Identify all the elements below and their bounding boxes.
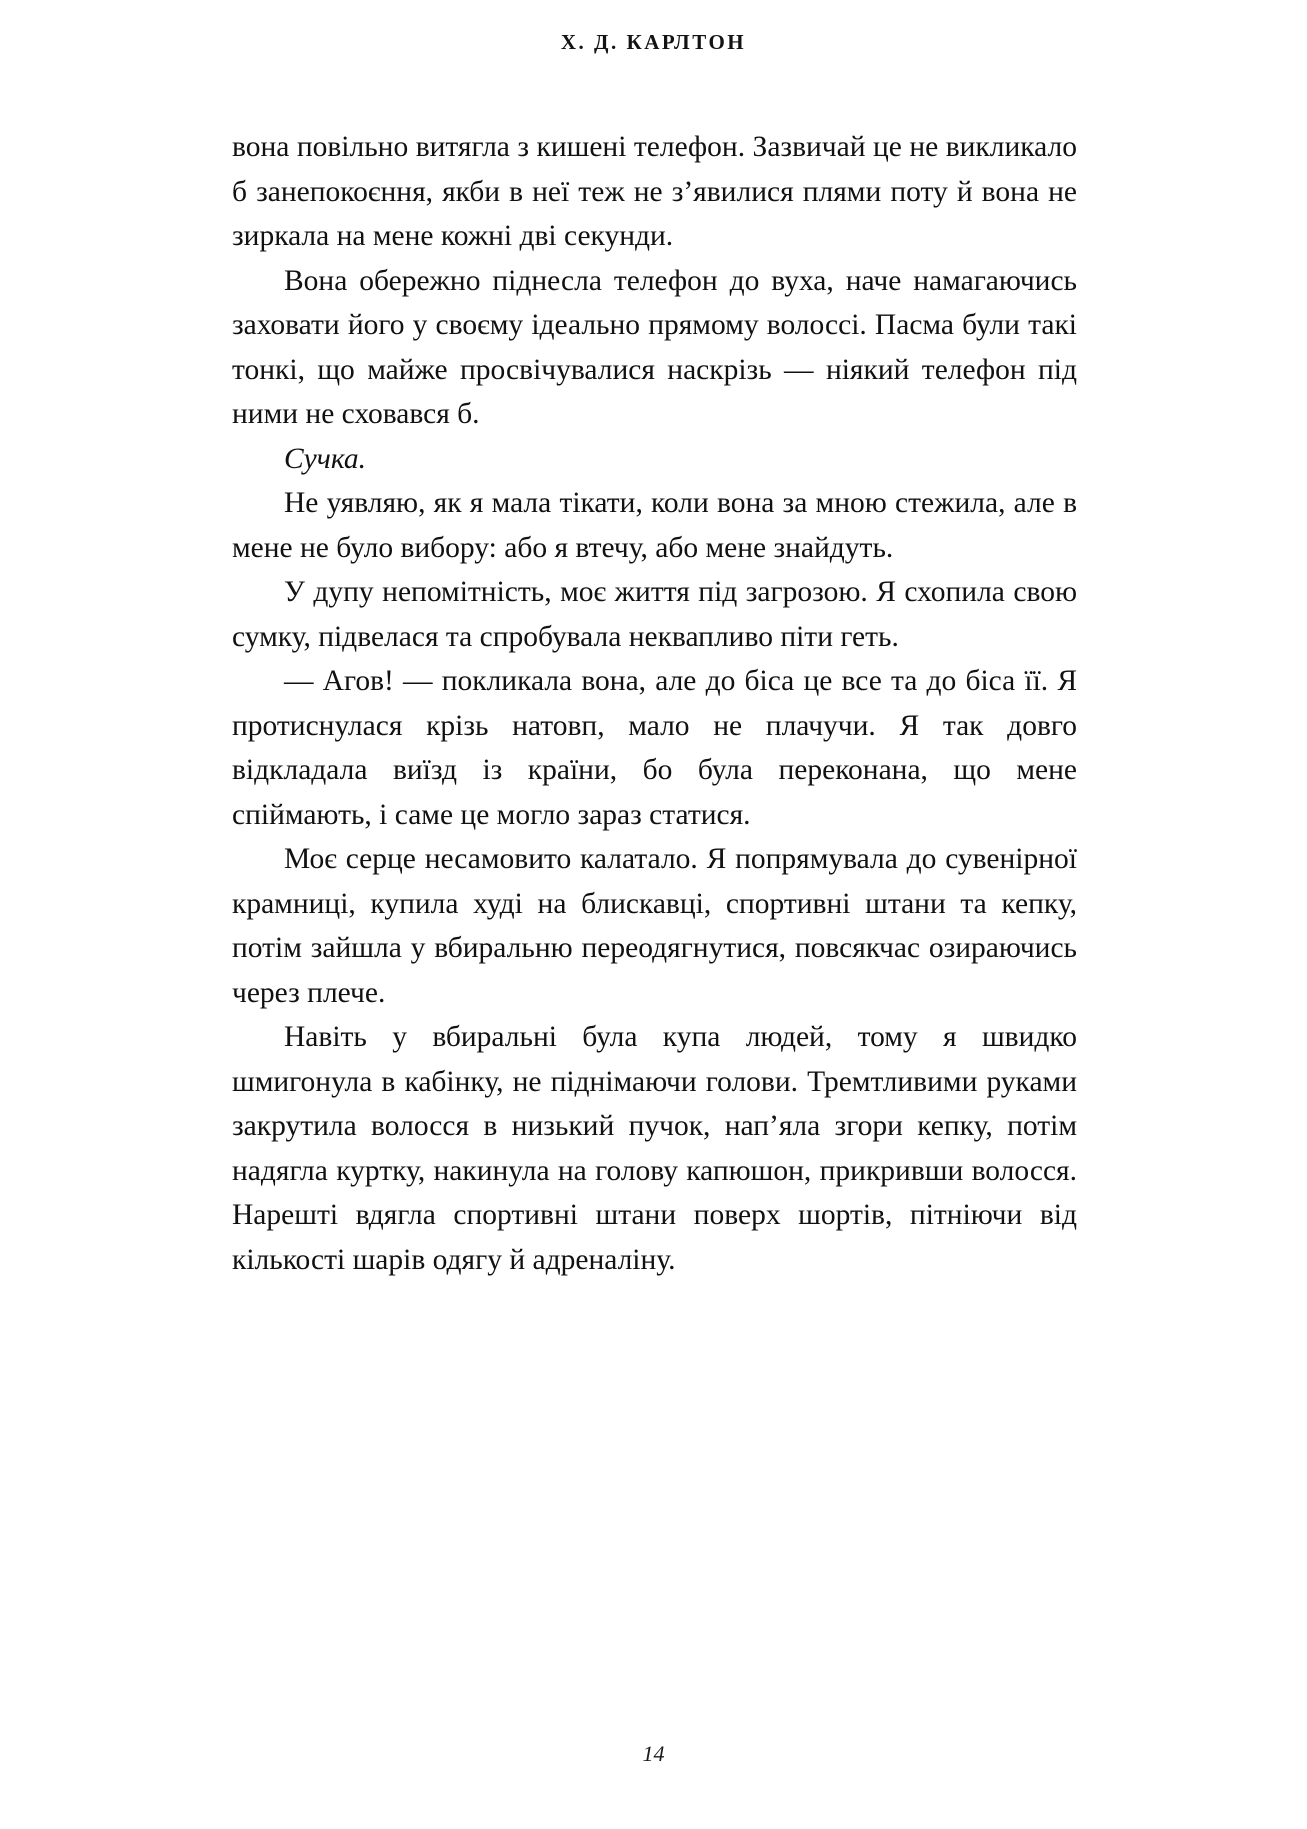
paragraph: Не уявляю, як я мала тікати, коли вона за мною стежила, але в мене не було вибору: або я втечу, або мене знайдуть. bbox=[232, 487, 1077, 564]
body-text bbox=[232, 125, 1077, 1282]
paragraph: вона повільно витягла з кишені телефон. Зазвичай це не викликало б занепокоєння, якби в неї теж не з’явилися плями поту й вона не зиркала на мене кожні дві секунди. bbox=[232, 131, 1077, 252]
paragraph: — Агов! — покликала вона, але до біса це все та до біса її. Я протиснулася крізь натовп, мало не плачучи. Я так довго відкладала виїзд із країни, бо була переконана, що мене спіймають, і саме це могло зараз статися. bbox=[232, 665, 1077, 831]
paragraph-italic: Сучка. bbox=[284, 442, 367, 475]
paragraph: У дупу непомітність, моє життя під загрозою. Я схопила свою сумку, підвелася та спробувала неквапливо піти геть. bbox=[232, 576, 1077, 653]
paragraph: Моє серце несамовито калатало. Я попрямувала до сувенірної крамниці, купила худі на блискавці, спортивні штани та кепку, потім зайшла у вбиральню переодягнутися, повсякчас озираючись через плече. bbox=[232, 843, 1077, 1009]
page-number: 14 bbox=[642, 1741, 665, 1766]
running-head: Х. Д. КАРЛТОН bbox=[560, 30, 747, 54]
paragraph: Вона обережно піднесла телефон до вуха, наче намагаючись заховати його у своєму ідеально прямому волоссі. Пасма були такі тонкі, що майже просвічувалися наскрізь — ніякий телефон під ними не сховався б. bbox=[232, 264, 1077, 430]
paragraph: Навіть у вбиральні була купа людей, тому я швидко шмигонула в кабінку, не піднімаючи голови. Тремтливими руками закрутила волосся в низький пучок, нап’яла згори кепку, потім надягла куртку, накинула на голову капюшон, прикривши волосся. Нарешті вдягла спортивні штани поверх шортів, пітніючи від кількості шарів одягу й адреналіну. bbox=[232, 1021, 1077, 1276]
